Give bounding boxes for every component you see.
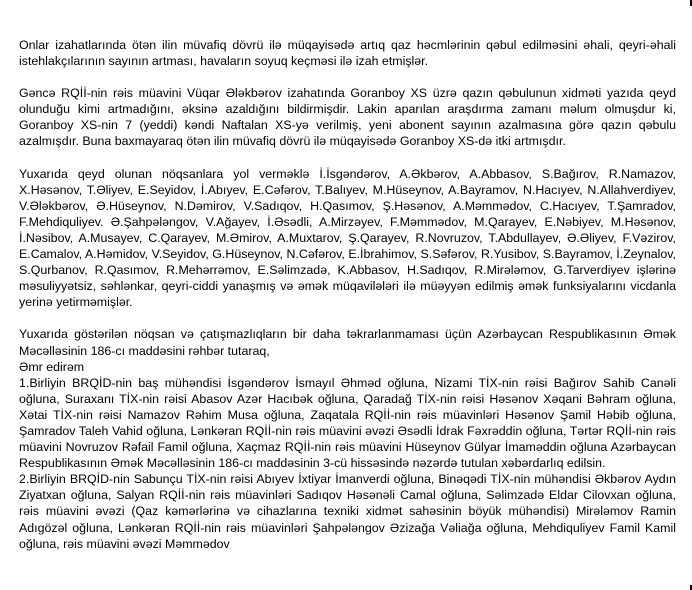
paragraph-spacer <box>19 69 676 85</box>
paragraph-responsible-persons: Yuxarıda qeyd olunan nöqsanlara yol verməklə İ.İsgəndərov, A.Əkbərov, A.Abbasov, S.Bağırov, R.Namazov, X.Həsənov, T.Əliyev, E.Seyidov, İ.Abıyev, E.Cəfərov, T.Balıyev, M.Hüseynov, A.Bayramov, N.Hacıyev, N.Allahverdiyev, V.Ələkbərov, Ə.Hüseynov, N.Dəmirov, V.Sadıqov, H.Qasımov, Ş.Həsənov, A.Məmmədov, C.Hacıyev, T.Şamradov, F.Mehdiquliyev. Ə.Şahpələngov, V.Ağayev, İ.Əsədli, A.Mirzəyev, F.Məmmədov, M.Qarayev, E.Nəbiyev, M.Həsənov, İ.Nəsibov, A.Musayev, C.Qarayev, M.Əmirov, A.Muxtarov, Ş.Qarayev, R.Novruzov, T.Abdullayev, Ə.Əliyev, F.Vəzirov, E.Camalov, A.Həmidov, V.Seyidov, G.Hüseynov, N.Cəfərov, E.İbrahimov, S.Səfərov, R.Yusibov, S.Bayramov, İ.Zeynalov, S.Qurbanov, R.Qasımov, R.Mehərrəmov, E.Səlimzadə, K.Abbasov, H.Sadıqov, R.Mirələmov, G.Tarverdiyev işlərinə məsuliyyətsiz, səhlənkar, qeyri-ciddi yanaşmış və əmək müqavilələri ilə müəyyən edilmiş əmək funksiyalarını vicdanla yerinə yetirməmişlər. <box>19 166 676 310</box>
order-item-2: 2.Birliyin BRQİD-nin Sabunçu TİX-nin rəisi Abıyev İxtiyar İmanverdi oğluna, Binəqədi TİX-nin mühəndisi Əkbərov Aydın Ziyatxan oğluna, Salyan RQİİ-nin rəis müavinləri Sadıqov Həsənəli Camal oğluna, Səlimzadə Eldar Cilovxan oğluna, rəis müavini əvəzi (Qaz kəmərlərinə və cihazlarına texniki xidmət sahəsinin böyük mühəndisi) Mirələmov Ramin Adıgözəl oğluna, Lənkəran RQİİ-nin rəis müavinləri Şahpələngov Əzizağa Vəliağa oğluna, Mehdiquliyev Famil Kamil oğluna, rəis müavini əvəzi Məmmədov <box>19 472 676 551</box>
document-page <box>19 37 676 552</box>
paragraph-ganja-deputy: Gəncə RQİİ-nin rəis müavini Vüqar Ələkbərov izahatında Goranboy XS üzrə qazın qəbulunun xidməti yazıda qeyd olunduğu kimi artmadığını, əksinə azaldığını bildirmişdir. Lakin aparılan araşdırma zamanı məlum olmuşdur ki, Goranboy XS-nin 7 (yeddi) kəndi Naftalan XS-yə verilmiş, yeni abonent sayının azalmasına görə qazın qəbulu azalmışdır. Buna baxmayaraq ötən ilin müvafiq dövrü ilə müqayisədə Goranboy XS-də itki artmışdır. <box>19 86 676 149</box>
paragraph-spacer <box>19 150 676 166</box>
paragraph-explanations: Onlar izahatlarında ötən ilin müvafiq dövrü ilə müqayisədə artıq qaz həcmlərinin qəbul edilməsini əhali, qeyri-əhali istehlakçılarının sayının artması, havaların soyuq keçməsi ilə izah etmişlər. <box>19 38 676 69</box>
order-item-1: 1.Birliyin BRQİD-nin baş mühəndisi İsgəndərov İsmayıl Əhməd oğluna, Nizami TİX-nin rəisi Bağırov Sahib Canəli oğluna, Suraxanı TİX-nin rəisi Abasov Azər Hacıbək oğluna, Qaradağ TİX-nin rəisi Həsənov Xəqani Bəhram oğluna, Xətai TİX-nin rəisi Namazov Rəhim Musa oğluna, Zaqatala RQİİ-nin rəis müavinləri Həsənov Şamil Həbib oğluna, Şamradov Taleh Vahid oğluna, Lənkəran RQİİ-nin rəis müavini əvəzi Əsədli İdrak Fəxrəddin oğluna, Tərtər RQİİ-nin rəis müavini Novruzov Rəfail Famil oğluna, Xaçmaz RQİİ-nin rəis müavini Hüseynov Gülyar İmaməddin oğluna Azərbaycan Respublikasının Əmək Məcəlləsinin 186-cı maddəsinin 3-cü hissəsində nəzərdə tutulan xəbərdarlıq edilsin. <box>19 375 676 471</box>
order-heading: Əmr edirəm <box>19 359 85 374</box>
paragraph-legal-basis: Yuxarıda göstərilən nöqsan və çatışmazlıqların bir daha təkrarlanmaması üçün Azərbaycan Respublikasının Əmək Məcəlləsinin 186-cı maddəsini rəhbər tutaraq, <box>19 327 676 358</box>
paragraph-spacer <box>19 310 676 326</box>
